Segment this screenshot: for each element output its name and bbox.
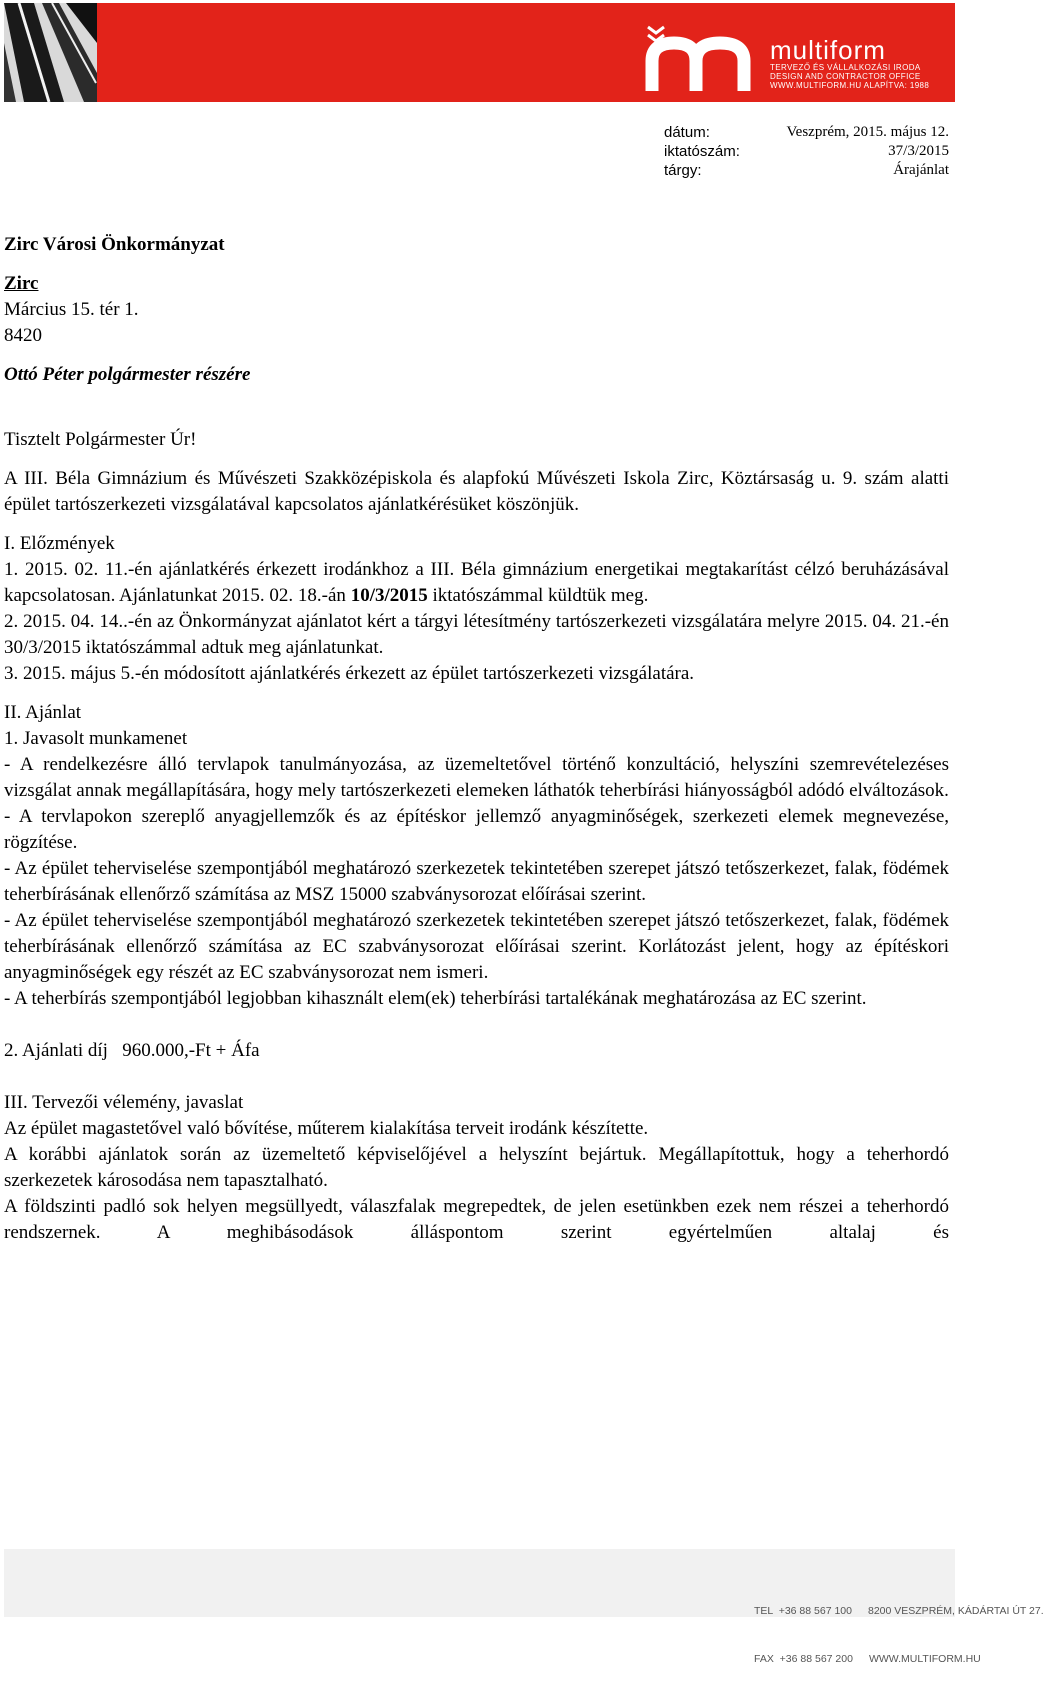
section2-title: II. Ajánlat (4, 702, 82, 723)
fee-label: 2. Ajánlati díj (4, 1040, 108, 1061)
fee-value: 960.000,-Ft + Áfa (122, 1040, 260, 1061)
date-label: dátum: (664, 124, 710, 141)
item1-text-a: 1. 2015. 02. 11.-én ajánlatkérés érkezett irodánkhoz a III. Béla gimnázium energetikai megtakarítást célzó beruházásával kapcsolatosan. Ajánlatunkat 2015. 02. 18.-án (4, 559, 949, 606)
ref-value: 37/3/2015 (888, 143, 949, 159)
meta-date-row (664, 123, 949, 142)
section2-subtitle: 1. Javasolt munkamenet (4, 728, 188, 749)
architecture-photo (4, 3, 97, 102)
footer-contact (754, 1571, 1044, 1699)
work-step-5: - A teherbírás szempontjából legjobban kihasznált elem(ek) teherbírási tartalékának meghatározása az EC szerint. (4, 988, 867, 1009)
section3-title: III. Tervezői vélemény, javaslat (4, 1092, 244, 1113)
brand-subtitle-1: TERVEZŐ ÉS VÁLLALKOZÁSI IRODA (770, 63, 921, 72)
section1-title: I. Előzmények (4, 533, 115, 554)
addressee-zip: 8420 (4, 325, 42, 346)
meta-subject-row (664, 161, 949, 180)
item1-ref-number: 10/3/2015 (350, 585, 428, 606)
opinion-paragraph-1: Az épület magastetővel való bővítése, műterem kialakítása terveit irodánk készítette. (4, 1118, 649, 1139)
document-meta (664, 123, 949, 180)
salutation: Tisztelt Polgármester Úr! (4, 429, 197, 450)
fee-line (4, 1038, 949, 1064)
addressee-attention: Ottó Péter polgármester részére (4, 364, 251, 385)
brand-name: multiform (770, 35, 886, 65)
addressee-city: Zirc (4, 273, 39, 294)
header-banner (4, 3, 955, 102)
section1-item1 (4, 557, 949, 609)
ref-label: iktatószám: (664, 143, 740, 160)
footer-fax: FAX +36 88 567 200 (754, 1653, 853, 1665)
footer-web: WWW.MULTIFORM.HU (868, 1653, 981, 1665)
opinion-paragraph-2: A korábbi ajánlatok során az üzemeltető képviselőjével a helyszínt bejártuk. Megállapítottuk, hogy a teherhordó szerkezetek károsodása nem tapasztalható. (4, 1144, 949, 1191)
letter-body (4, 232, 949, 1246)
meta-ref-row (664, 142, 949, 161)
date-value: Veszprém, 2015. május 12. (786, 124, 949, 140)
brand-subtitle-2: DESIGN AND CONTRACTOR OFFICE (770, 72, 921, 81)
work-step-3: - Az épület teherviselése szempontjából meghatározó szerkezetek tekintetében szerepet játszó tetőszerkezet, falak, födémek teherbírásának ellenőrző számítása az MSZ 15000 szabványsorozat előírásai szerint. (4, 858, 949, 905)
item1-text-c: iktatószámmal küldtük meg. (427, 585, 649, 606)
addressee-street: Március 15. tér 1. (4, 299, 139, 320)
intro-paragraph: A III. Béla Gimnázium és Művészeti Szakközépiskola és alapfokú Művészeti Iskola Zirc, Köztársaság u. 9. szám alatti épület tartószerkezeti vizsgálatával kapcsolatos ajánlatkérésüket köszönjük. (4, 468, 949, 515)
work-step-4: - Az épület teherviselése szempontjából meghatározó szerkezetek tekintetében szerepet játszó tetőszerkezet, falak, födémek teherbírásának ellenőrző számítása az EC szabványsorozat előírásai szerint. Korlátozást jelent, hogy az építéskori anyagminőségek egy részét az EC szabványsorozat nem ismeri. (4, 910, 949, 983)
section1-item2: 2. 2015. 04. 14..-én az Önkormányzat ajánlatot kért a tárgyi létesítmény tartószerkezeti vizsgálatára melyre 2015. 04. 21.-én 30/3/2015 iktatószámmal adtuk meg ajánlatunkat. (4, 611, 949, 658)
opinion-paragraph-3: A földszinti padló sok helyen megsüllyedt, válaszfalak megrepedtek, de jelen esetünkben ezek nem részei a teherhordó rendszernek. A meghibásodások álláspontom szerint egyértelműen altalaj és (4, 1196, 949, 1243)
multiform-logo-icon (644, 17, 764, 93)
work-step-2: - A tervlapokon szereplő anyagjellemzők és az építéskor jellemző anyagminőségek, szerkezeti elemek megnevezése, rögzítése. (4, 806, 949, 853)
brand-subtitle-3: WWW.MULTIFORM.HU ALAPÍTVA: 1988 (770, 81, 930, 90)
subject-value: Árajánlat (893, 162, 949, 178)
section1-item3: 3. 2015. május 5.-én módosított ajánlatkérés érkezett az épület tartószerkezeti vizsgálatára. (4, 663, 695, 684)
page-footer (4, 1549, 1044, 1665)
subject-label: tárgy: (664, 162, 702, 179)
work-step-1: - A rendelkezésre álló tervlapok tanulmányozása, az üzemeltetővel történő konzultáció, helyszíni szemrevételezéses vizsgálat annak megállapítására, hogy mely tartószerkezeti elemeken láthatók teherbírási hiányosságból adódó elváltozások. (4, 754, 949, 801)
footer-tel: TEL +36 88 567 100 (754, 1605, 852, 1617)
addressee-org: Zirc Városi Önkormányzat (4, 234, 225, 255)
brand-block (770, 37, 929, 90)
footer-address: 8200 VESZPRÉM, KÁDÁRTAI ÚT 27. (867, 1605, 1044, 1617)
